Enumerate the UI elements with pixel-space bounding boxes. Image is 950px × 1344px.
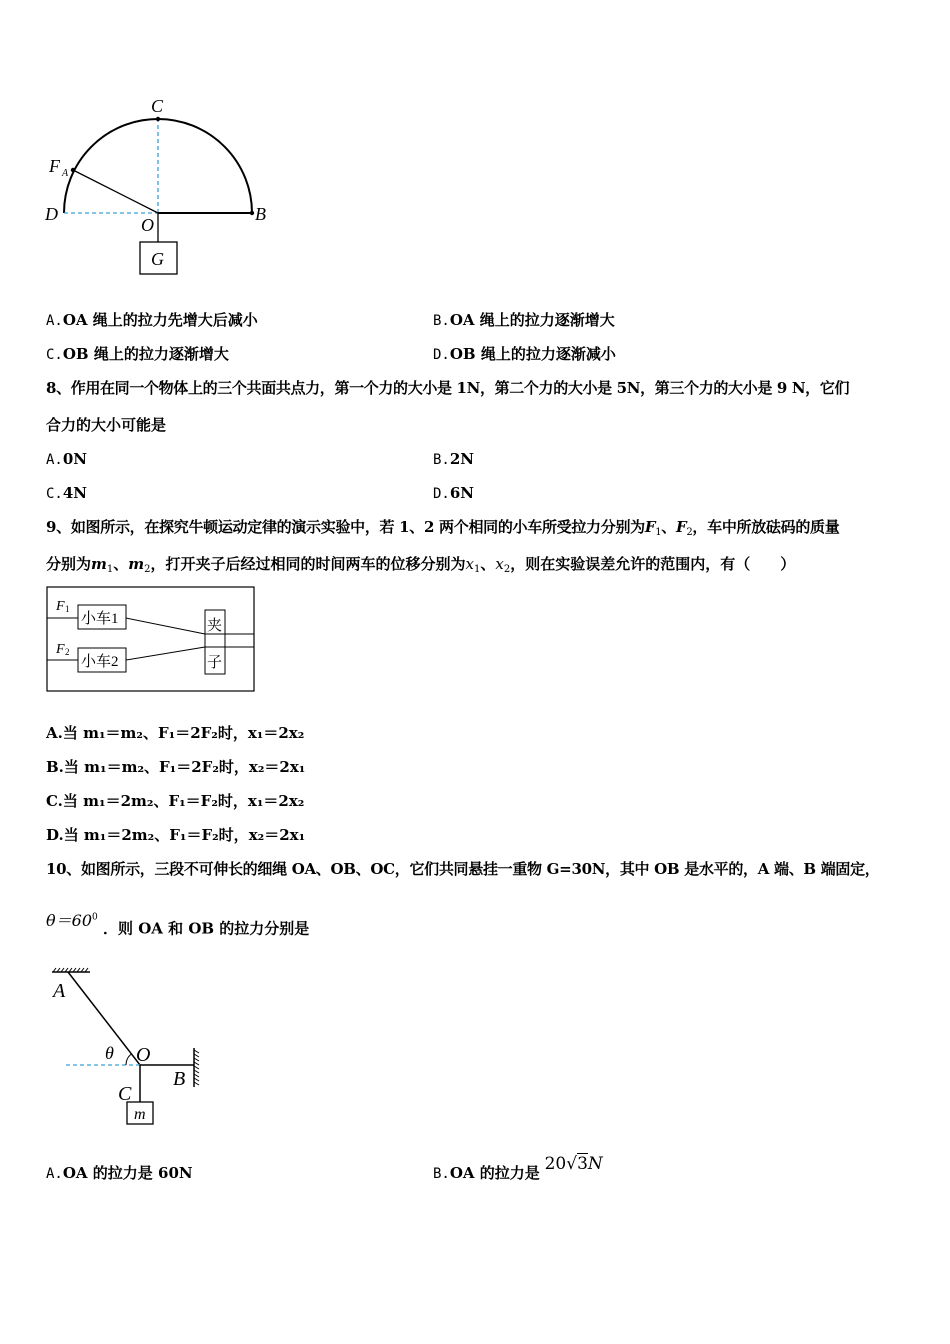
q8-option-a[interactable] bbox=[46, 449, 87, 470]
semicircle-rope-figure bbox=[40, 95, 280, 285]
q10-stem-text: ．则 OA 和 OB 的拉力分别是 bbox=[102, 919, 310, 938]
formula-num: 20 bbox=[544, 1154, 567, 1174]
q7-option-d[interactable] bbox=[433, 344, 616, 365]
option-condition: 当 m₁＝2m₂、F₁＝F₂时， bbox=[63, 826, 249, 844]
label-f-sub: A bbox=[62, 168, 69, 179]
q8-option-d[interactable] bbox=[433, 483, 474, 504]
option-condition: 当 m₁＝2m₂、F₁＝F₂时， bbox=[62, 792, 248, 810]
label-f1: F bbox=[56, 599, 65, 614]
point-c bbox=[156, 117, 160, 121]
label-f: F bbox=[49, 156, 60, 176]
cart-2-label: 小车2 bbox=[81, 654, 119, 670]
label-theta: θ bbox=[105, 1043, 114, 1063]
option-label: B. bbox=[46, 758, 64, 776]
label-f2: F bbox=[56, 642, 65, 657]
label-o: O bbox=[141, 215, 154, 235]
q9-stem-line2: 分别为$m_1$、$m_2$，打开夹子后经过相同的时间两车的位移分别为$x_1$、$x_2$，则在实验误差允许的范围内，有（ ） bbox=[46, 555, 796, 575]
option-condition: 当 m₁＝m₂、F₁＝2F₂时， bbox=[62, 724, 248, 742]
cart-1-label: 小车1 bbox=[81, 611, 119, 627]
option-text: OA 绳上的拉力逐渐增大 bbox=[449, 311, 615, 329]
three-rope-figure bbox=[46, 962, 221, 1132]
point-b bbox=[250, 211, 254, 215]
option-label: B. bbox=[433, 313, 450, 329]
rope-oa bbox=[68, 972, 140, 1065]
option-text: OB 绳上的拉力逐渐增大 bbox=[62, 345, 229, 363]
q9-option-c[interactable] bbox=[46, 791, 304, 811]
option-text: OB 绳上的拉力逐渐减小 bbox=[449, 345, 616, 363]
clip-label-bottom: 子 bbox=[207, 655, 223, 671]
label-g: G bbox=[151, 249, 164, 269]
option-label: D. bbox=[46, 826, 64, 844]
clip-label-top: 夹 bbox=[207, 618, 223, 634]
label-c: C bbox=[151, 96, 164, 116]
q8-option-b[interactable] bbox=[433, 449, 474, 470]
q9-stem-text-a: 9、如图所示，在探究牛顿运动定律的演示实验中，若 1、2 两个相同的小车所受拉力分别为 bbox=[46, 518, 645, 536]
option-label: A. bbox=[46, 724, 63, 742]
q8-option-c[interactable] bbox=[46, 483, 87, 504]
q9-stem-text-e: ，则在实验误差允许的范围内，有（ ） bbox=[510, 555, 796, 573]
q8-stem-line1: 8、作用在同一个物体上的三个共面共点力，第一个力的大小是 1N，第二个力的大小是 5N，第三个力的大小是 9 N，它们 bbox=[46, 379, 850, 397]
option-label: C. bbox=[46, 486, 63, 502]
q7-option-b[interactable] bbox=[433, 310, 615, 331]
theta-formula-sup: 0 bbox=[92, 913, 98, 923]
option-text: 6N bbox=[449, 484, 475, 502]
rope-oa bbox=[73, 170, 158, 213]
q10-stem-line2 bbox=[46, 911, 310, 945]
option-label: B. bbox=[433, 1166, 450, 1182]
option-condition: 当 m₁＝m₂、F₁＝2F₂时， bbox=[63, 758, 249, 776]
option-text: OA 绳上的拉力先增大后减小 bbox=[62, 311, 258, 329]
q10-stem-line1: 10、如图所示，三段不可伸长的细绳 OA、OB、OC，它们共同悬挂一重物 G=30N，其中 OB 是水平的，A 端、B 端固定， bbox=[46, 860, 880, 878]
option-label: C. bbox=[46, 347, 63, 363]
label-o: O bbox=[136, 1044, 151, 1066]
q7-option-a[interactable] bbox=[46, 310, 258, 331]
q9-option-b[interactable] bbox=[46, 757, 305, 777]
option-result: x₂＝2x₁ bbox=[248, 826, 306, 844]
formula-rad: 3 bbox=[577, 1154, 588, 1174]
label-b: B bbox=[173, 1068, 186, 1090]
q7-option-c[interactable] bbox=[46, 344, 229, 365]
option-text: 4N bbox=[62, 484, 88, 502]
q10-option-b[interactable] bbox=[433, 1154, 603, 1184]
label-f2-sub: 2 bbox=[65, 647, 70, 657]
option-label: B. bbox=[433, 452, 450, 468]
option-result: x₁＝2x₂ bbox=[247, 724, 305, 742]
q9-option-d[interactable] bbox=[46, 825, 305, 845]
option-result: x₂＝2x₁ bbox=[248, 758, 306, 776]
option-text: OA 的拉力是 60N bbox=[62, 1164, 193, 1182]
theta-angle-arc bbox=[126, 1054, 132, 1065]
label-f1-sub: 1 bbox=[65, 604, 70, 614]
theta-formula: $\theta=60^0$ bbox=[46, 911, 98, 931]
option-label: A. bbox=[46, 1166, 63, 1182]
label-m: m bbox=[134, 1106, 146, 1123]
formula-unit: N bbox=[587, 1154, 603, 1174]
option-label: A. bbox=[46, 452, 63, 468]
point-fa bbox=[71, 168, 75, 172]
option-text: 2N bbox=[449, 450, 475, 468]
sqrt-icon: √ bbox=[566, 1154, 578, 1174]
label-d: D bbox=[45, 204, 58, 224]
q9-stem-text-d: ，打开夹子后经过相同的时间两车的位移分别为 bbox=[150, 555, 466, 573]
label-c: C bbox=[118, 1083, 132, 1105]
q9-stem-text-b: ，车中所放砝码的质量 bbox=[692, 518, 840, 536]
q9-option-a[interactable] bbox=[46, 723, 304, 743]
sqrt-formula bbox=[545, 1154, 603, 1174]
q8-stem-line2: 合力的大小可能是 bbox=[46, 416, 167, 434]
q9-stem-text-c: 分别为 bbox=[46, 555, 92, 573]
option-text: OA 的拉力是 bbox=[449, 1164, 540, 1182]
q10-option-a[interactable] bbox=[46, 1163, 193, 1184]
option-label: A. bbox=[46, 313, 63, 329]
label-b: B bbox=[255, 204, 266, 224]
option-label: C. bbox=[46, 792, 63, 810]
option-result: x₁＝2x₂ bbox=[247, 792, 305, 810]
option-label: D. bbox=[433, 347, 450, 363]
q9-stem-line1: 9、如图所示，在探究牛顿运动定律的演示实验中，若 1、2 两个相同的小车所受拉力分别为$F_1$、$F_2$，车中所放砝码的质量 bbox=[46, 518, 840, 538]
cart-experiment-figure bbox=[46, 586, 258, 696]
label-a: A bbox=[53, 980, 66, 1002]
option-text: 0N bbox=[62, 450, 88, 468]
option-label: D. bbox=[433, 486, 450, 502]
